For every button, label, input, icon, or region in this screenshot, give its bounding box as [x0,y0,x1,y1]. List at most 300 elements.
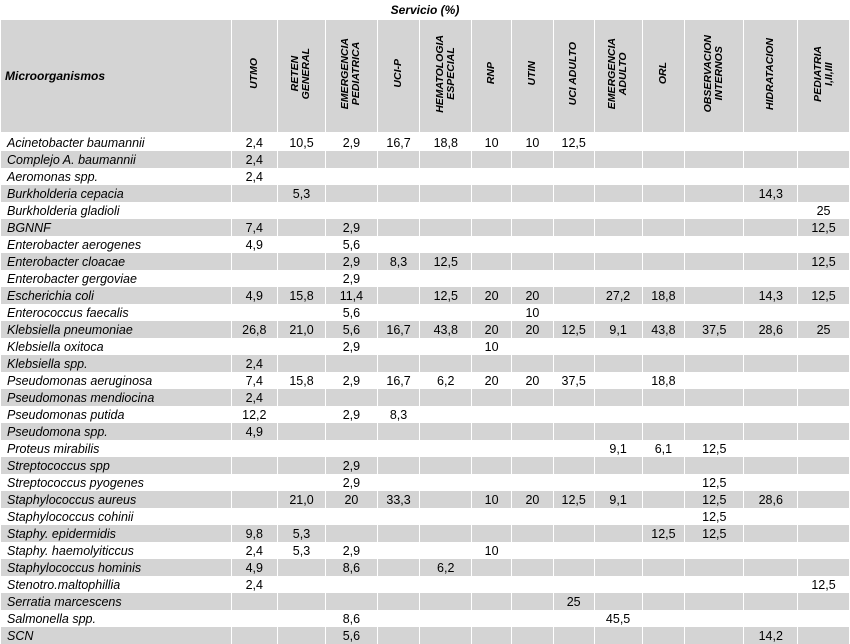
percentage-cell [798,372,850,389]
percentage-cell [798,270,850,287]
percentage-cell [472,219,512,236]
percentage-cell [553,287,594,304]
percentage-cell [472,593,512,610]
percentage-cell: 12,5 [420,287,472,304]
percentage-cell: 12,5 [642,525,685,542]
percentage-cell: 2,9 [326,542,378,559]
percentage-cell [642,219,685,236]
percentage-cell [798,593,850,610]
percentage-cell: 18,8 [642,287,685,304]
percentage-cell [277,406,325,423]
percentage-cell [553,185,594,202]
table-row [1,321,850,338]
percentage-cell: 9,1 [594,491,642,508]
percentage-cell [642,593,685,610]
percentage-cell [512,406,554,423]
table-row [1,372,850,389]
organism-name: Klebsiella pneumoniae [1,321,232,338]
percentage-cell [685,576,744,593]
percentage-cell [642,406,685,423]
percentage-cell [798,627,850,644]
percentage-cell [277,627,325,644]
percentage-cell: 21,0 [277,321,325,338]
organism-name: Pseudomonas aeruginosa [1,372,232,389]
percentage-cell [512,389,554,406]
percentage-cell: 12,2 [231,406,277,423]
percentage-cell [553,474,594,491]
percentage-cell [798,151,850,168]
percentage-cell [685,270,744,287]
percentage-cell: 2,4 [231,133,277,151]
percentage-cell [326,525,378,542]
percentage-cell: 5,3 [277,542,325,559]
percentage-cell [472,440,512,457]
percentage-cell: 10 [472,491,512,508]
percentage-cell: 20 [512,321,554,338]
column-header-label: HEMATOLOGIA ESPECIAL [433,34,457,113]
percentage-cell [512,559,554,576]
percentage-cell [512,185,554,202]
column-header-label: HIDRATACION [764,37,777,110]
percentage-cell: 2,9 [326,457,378,474]
percentage-cell [420,525,472,542]
table-row [1,525,850,542]
percentage-cell [594,389,642,406]
percentage-cell [512,219,554,236]
percentage-cell [472,236,512,253]
table-row [1,151,850,168]
percentage-cell [798,542,850,559]
percentage-cell [420,474,472,491]
table-row [1,389,850,406]
percentage-cell: 2,4 [231,576,277,593]
percentage-cell [420,627,472,644]
percentage-cell [553,253,594,270]
percentage-cell [231,491,277,508]
percentage-cell [420,491,472,508]
percentage-cell [326,355,378,372]
header-row [1,20,850,133]
table-row [1,304,850,321]
percentage-cell [594,423,642,440]
percentage-cell: 43,8 [420,321,472,338]
percentage-cell [744,474,798,491]
percentage-cell [377,440,420,457]
percentage-cell [685,304,744,321]
table-row [1,236,850,253]
percentage-cell [420,304,472,321]
percentage-cell [553,406,594,423]
table-row [1,287,850,304]
percentage-cell [642,151,685,168]
percentage-cell: 6,2 [420,372,472,389]
percentage-cell [744,593,798,610]
percentage-cell: 16,7 [377,133,420,151]
percentage-cell [685,151,744,168]
percentage-cell [277,610,325,627]
organism-name: Pseudomonas mendiocina [1,389,232,406]
percentage-cell [798,610,850,627]
percentage-cell [377,270,420,287]
percentage-cell [277,559,325,576]
percentage-cell [512,542,554,559]
percentage-cell [277,219,325,236]
percentage-cell [642,423,685,440]
percentage-cell [685,253,744,270]
percentage-cell [744,270,798,287]
organism-name: Aeromonas spp. [1,168,232,185]
column-header-label: EMERGENCIA PEDIATRICA [339,37,363,110]
percentage-cell [594,270,642,287]
percentage-cell [744,338,798,355]
table-row [1,457,850,474]
percentage-cell [744,236,798,253]
table-row [1,491,850,508]
percentage-cell: 20 [472,287,512,304]
percentage-cell [744,133,798,151]
percentage-cell [231,593,277,610]
organism-name: Enterobacter aerogenes [1,236,232,253]
percentage-cell [685,202,744,219]
percentage-cell [553,525,594,542]
percentage-cell: 10,5 [277,133,325,151]
percentage-cell [685,372,744,389]
table-row [1,474,850,491]
percentage-cell: 2,9 [326,474,378,491]
organism-name: Staphylococcus hominis [1,559,232,576]
percentage-cell [377,423,420,440]
percentage-cell [512,576,554,593]
percentage-cell: 9,1 [594,440,642,457]
percentage-cell [420,423,472,440]
percentage-cell: 27,2 [594,287,642,304]
percentage-cell: 43,8 [642,321,685,338]
column-header-label: RNP [485,62,498,85]
table-row [1,355,850,372]
percentage-cell [231,627,277,644]
percentage-cell [798,559,850,576]
column-header-label: UTMO [247,58,260,89]
percentage-cell [377,355,420,372]
percentage-cell [326,508,378,525]
percentage-cell: 12,5 [685,474,744,491]
percentage-cell [377,338,420,355]
percentage-cell [420,440,472,457]
percentage-cell [326,576,378,593]
percentage-cell [798,304,850,321]
percentage-cell [642,610,685,627]
organism-name: Streptococcus spp [1,457,232,474]
table-title: Servicio (%) [390,3,460,17]
percentage-cell [744,423,798,440]
organism-name: Staphylococcus aureus [1,491,232,508]
percentage-cell: 8,3 [377,406,420,423]
percentage-cell [594,508,642,525]
percentage-cell [377,457,420,474]
percentage-cell [472,525,512,542]
percentage-cell [642,133,685,151]
column-header-label: UCI ADULTO [567,41,580,106]
percentage-cell: 21,0 [277,491,325,508]
percentage-cell: 10 [472,338,512,355]
percentage-cell [512,236,554,253]
percentage-cell [277,270,325,287]
percentage-cell [512,593,554,610]
percentage-cell: 45,5 [594,610,642,627]
percentage-cell: 2,4 [231,151,277,168]
percentage-cell: 2,9 [326,219,378,236]
percentage-cell [744,559,798,576]
percentage-cell: 25 [798,202,850,219]
percentage-cell [277,593,325,610]
percentage-cell [553,219,594,236]
percentage-cell [594,406,642,423]
percentage-cell [642,270,685,287]
percentage-cell: 2,9 [326,133,378,151]
percentage-cell [685,406,744,423]
column-header [377,20,420,133]
table-row [1,508,850,525]
percentage-cell: 16,7 [377,321,420,338]
percentage-cell [553,338,594,355]
percentage-cell [377,525,420,542]
susceptibility-table [0,20,850,644]
percentage-cell [277,508,325,525]
percentage-cell [326,151,378,168]
percentage-cell [377,219,420,236]
percentage-cell [594,542,642,559]
percentage-cell: 5,6 [326,627,378,644]
percentage-cell [744,508,798,525]
percentage-cell [744,440,798,457]
percentage-cell: 16,7 [377,372,420,389]
percentage-cell [685,542,744,559]
organism-name: Enterococcus faecalis [1,304,232,321]
percentage-cell [553,576,594,593]
percentage-cell [231,457,277,474]
percentage-cell [798,338,850,355]
percentage-cell: 2,9 [326,253,378,270]
percentage-cell: 12,5 [553,491,594,508]
percentage-cell [326,440,378,457]
percentage-cell [553,457,594,474]
organism-name: SCN [1,627,232,644]
percentage-cell [472,185,512,202]
table-row [1,610,850,627]
percentage-cell [420,168,472,185]
percentage-cell [326,168,378,185]
percentage-cell [277,389,325,406]
percentage-cell [553,389,594,406]
percentage-cell: 2,4 [231,168,277,185]
column-header-label: ORL [656,62,669,85]
percentage-cell [420,610,472,627]
percentage-cell [377,185,420,202]
percentage-cell [553,355,594,372]
column-header-label: UCI-P [392,59,405,88]
percentage-cell [798,389,850,406]
organism-name: Staphy. epidermidis [1,525,232,542]
percentage-cell [685,338,744,355]
percentage-cell [685,168,744,185]
percentage-cell [420,151,472,168]
percentage-cell: 12,5 [798,576,850,593]
percentage-cell [377,610,420,627]
table-row [1,576,850,593]
percentage-cell [594,457,642,474]
percentage-cell [231,304,277,321]
organism-name: Streptococcus pyogenes [1,474,232,491]
percentage-cell [744,389,798,406]
percentage-cell: 12,5 [798,253,850,270]
percentage-cell [326,593,378,610]
percentage-cell [553,423,594,440]
table-row [1,185,850,202]
percentage-cell: 14,2 [744,627,798,644]
percentage-cell [377,151,420,168]
percentage-cell [744,304,798,321]
percentage-cell [277,304,325,321]
column-header [553,20,594,133]
organism-name: Salmonella spp. [1,610,232,627]
percentage-cell: 6,2 [420,559,472,576]
table-row [1,423,850,440]
percentage-cell: 8,6 [326,610,378,627]
percentage-cell [277,355,325,372]
percentage-cell: 33,3 [377,491,420,508]
table-row [1,270,850,287]
percentage-cell: 20 [512,287,554,304]
percentage-cell [420,406,472,423]
percentage-cell [326,185,378,202]
percentage-cell: 25 [798,321,850,338]
table-row [1,627,850,644]
percentage-cell: 11,4 [326,287,378,304]
percentage-cell: 26,8 [231,321,277,338]
percentage-cell [553,236,594,253]
percentage-cell [472,355,512,372]
percentage-cell: 9,8 [231,525,277,542]
percentage-cell: 12,5 [798,287,850,304]
percentage-cell [512,508,554,525]
percentage-cell: 5,3 [277,525,325,542]
percentage-cell: 10 [472,133,512,151]
percentage-cell [553,559,594,576]
percentage-cell: 14,3 [744,185,798,202]
percentage-cell [744,355,798,372]
percentage-cell [642,202,685,219]
percentage-cell [377,508,420,525]
percentage-cell [685,185,744,202]
percentage-cell [326,423,378,440]
percentage-cell [377,542,420,559]
percentage-cell [377,627,420,644]
percentage-cell [472,423,512,440]
percentage-cell: 8,6 [326,559,378,576]
percentage-cell [798,474,850,491]
percentage-cell: 10 [472,542,512,559]
percentage-cell [377,576,420,593]
percentage-cell: 28,6 [744,321,798,338]
percentage-cell [798,525,850,542]
percentage-cell [744,151,798,168]
percentage-cell [231,202,277,219]
table-row [1,202,850,219]
percentage-cell [744,372,798,389]
percentage-cell [594,304,642,321]
percentage-cell [420,202,472,219]
column-header [472,20,512,133]
percentage-cell: 12,5 [685,508,744,525]
percentage-cell: 20 [472,372,512,389]
percentage-cell [594,525,642,542]
percentage-cell [472,151,512,168]
percentage-cell [553,304,594,321]
percentage-cell [553,610,594,627]
percentage-cell [512,151,554,168]
organism-name: Staphylococcus cohinii [1,508,232,525]
organism-name: BGNNF [1,219,232,236]
percentage-cell: 20 [472,321,512,338]
percentage-cell [642,457,685,474]
percentage-cell [472,389,512,406]
percentage-cell [420,508,472,525]
percentage-cell [685,559,744,576]
percentage-cell [231,253,277,270]
percentage-cell [512,168,554,185]
percentage-cell [472,508,512,525]
column-header-microorganismos: Microorganismos [1,20,232,133]
column-header [277,20,325,133]
percentage-cell [420,185,472,202]
percentage-cell: 10 [512,304,554,321]
percentage-cell [277,338,325,355]
percentage-cell [594,338,642,355]
organism-name: Acinetobacter baumannii [1,133,232,151]
percentage-cell [553,202,594,219]
percentage-cell [420,236,472,253]
percentage-cell: 7,4 [231,219,277,236]
percentage-cell [472,304,512,321]
percentage-cell: 18,8 [420,133,472,151]
percentage-cell [594,559,642,576]
percentage-cell: 10 [512,133,554,151]
percentage-cell [377,474,420,491]
percentage-cell [642,491,685,508]
percentage-cell [642,508,685,525]
percentage-cell [231,185,277,202]
percentage-cell [685,457,744,474]
percentage-cell [798,457,850,474]
percentage-cell [231,474,277,491]
percentage-cell [377,593,420,610]
column-header [744,20,798,133]
organism-name: Staphy. haemolyiticcus [1,542,232,559]
percentage-cell [420,576,472,593]
percentage-cell: 12,5 [420,253,472,270]
percentage-cell: 9,1 [594,321,642,338]
percentage-cell [642,576,685,593]
table-body [1,133,850,644]
percentage-cell [594,576,642,593]
percentage-cell [512,270,554,287]
percentage-cell [744,576,798,593]
percentage-cell [472,627,512,644]
organism-name: Serratia marcescens [1,593,232,610]
percentage-cell [231,270,277,287]
percentage-cell: 15,8 [277,287,325,304]
organism-name: Enterobacter gergoviae [1,270,232,287]
